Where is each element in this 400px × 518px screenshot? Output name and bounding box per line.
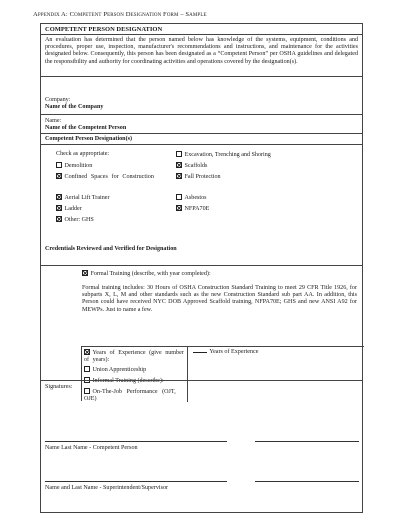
union-apprenticeship-checkbox[interactable] — [84, 366, 90, 372]
competent-person-signature-line[interactable] — [45, 441, 227, 442]
formal-training-description: Formal training includes: 30 Hours of OSHA Construction Standard Training to meet 29 CFR Title 1926, for subparts X, L, M and other standards such as the new Construction Standard sub part AA. In addition, this Person could have received NYC DOB Approved Scaffold training, NFPA70E; GHS and new ANSI A92 for MEWPs. Just to name a few. — [82, 285, 357, 313]
page-header-prefix: Appendix A: — [33, 11, 70, 18]
formal-training-checkbox-row[interactable]: Formal Training (describe, with year completed): — [82, 270, 211, 278]
scaffolds-checkbox-row[interactable]: Scaffolds — [176, 162, 207, 170]
intro-text: An evaluation has determined that the person named below has knowledge of the systems, equipment, conditions and procedures, proper use, inspection, manufacturer's recommendations and instructions, and maintenance for the activities designated below. Consequently, this person has been designated as a “Competent Person” per OSHA guidelines and delegated the responsibility and authority for coordinating activities and operations covered by the designation(s). — [45, 37, 358, 65]
form-title-row — [41, 24, 362, 35]
formal-training-checkbox[interactable] — [82, 270, 88, 276]
company-label: Company: — [45, 97, 71, 103]
name-label: Name: — [45, 118, 62, 124]
form-frame — [40, 23, 363, 513]
years-experience-field[interactable]: Years of Experience — [192, 349, 258, 356]
ladder-checkbox[interactable] — [56, 205, 62, 211]
asbestos-checkbox[interactable] — [176, 194, 182, 200]
excavation-checkbox[interactable] — [176, 151, 182, 157]
page-header-title: Competent Person Designation Form – Sample — [69, 11, 207, 18]
supervisor-date-line[interactable] — [255, 481, 359, 482]
check-as-appropriate: Check as appropriate: — [56, 151, 110, 157]
scaffolds-checkbox[interactable] — [176, 162, 182, 168]
years-blank[interactable] — [193, 352, 207, 353]
designations-section — [41, 145, 362, 266]
credentials-heading: Credentials Reviewed and Verified for Designation — [45, 246, 177, 252]
designations-heading: Competent Person Designation(s) — [45, 136, 132, 142]
years-experience-checkbox-row[interactable]: Years of Experience (give number of years): — [84, 350, 184, 364]
confined-spaces-checkbox-row[interactable]: Confined Spaces for Construction — [56, 173, 167, 181]
aerial-lift-checkbox-row[interactable]: Aerial Lift Trainer — [56, 194, 110, 202]
other-checkbox[interactable] — [56, 216, 62, 222]
name-section — [41, 115, 362, 134]
signatures-section — [41, 380, 362, 513]
intro-section — [41, 35, 362, 77]
confined-spaces-checkbox[interactable] — [56, 173, 62, 179]
years-experience-checkbox[interactable] — [84, 349, 90, 355]
fall-protection-checkbox-row[interactable]: Fall Protection — [176, 173, 221, 181]
nfpa70e-checkbox[interactable] — [176, 205, 182, 211]
company-section — [41, 77, 362, 115]
company-name: Name of the Company — [45, 104, 104, 110]
supervisor-caption: Name and Last Name - Superintendent/Supervisor — [45, 485, 169, 491]
designations-heading-row — [41, 134, 362, 145]
asbestos-checkbox-row[interactable]: Asbestos — [176, 194, 207, 202]
signatures-label: Signatures: — [45, 384, 73, 390]
form-title: COMPETENT PERSON DESIGNATION — [45, 26, 163, 33]
ojt-checkbox-row[interactable]: On-The-Job Performance (OJT, OJE) — [84, 389, 176, 403]
demolition-checkbox[interactable] — [56, 162, 62, 168]
other-checkbox-row[interactable]: Other: GHS — [56, 216, 94, 224]
informal-training-checkbox-row[interactable]: Informal Training (describe): — [84, 377, 164, 385]
competent-person-date-line[interactable] — [255, 441, 359, 442]
page-header — [33, 11, 207, 18]
demolition-checkbox-row[interactable]: Demolition — [56, 162, 92, 170]
competent-person-caption: Name Last Name - Competent Person — [45, 445, 138, 451]
supervisor-signature-line[interactable] — [45, 481, 227, 482]
ladder-checkbox-row[interactable]: Ladder — [56, 205, 82, 213]
fall-protection-checkbox[interactable] — [176, 173, 182, 179]
nfpa70e-checkbox-row[interactable]: NFPA70E — [176, 205, 209, 213]
union-apprenticeship-checkbox-row[interactable]: Union Apprenticeship — [84, 366, 146, 374]
excavation-checkbox-row[interactable]: Excavation, Trenching and Shoring — [176, 151, 271, 159]
aerial-lift-checkbox[interactable] — [56, 194, 62, 200]
name-value: Name of the Competent Person — [45, 125, 127, 131]
